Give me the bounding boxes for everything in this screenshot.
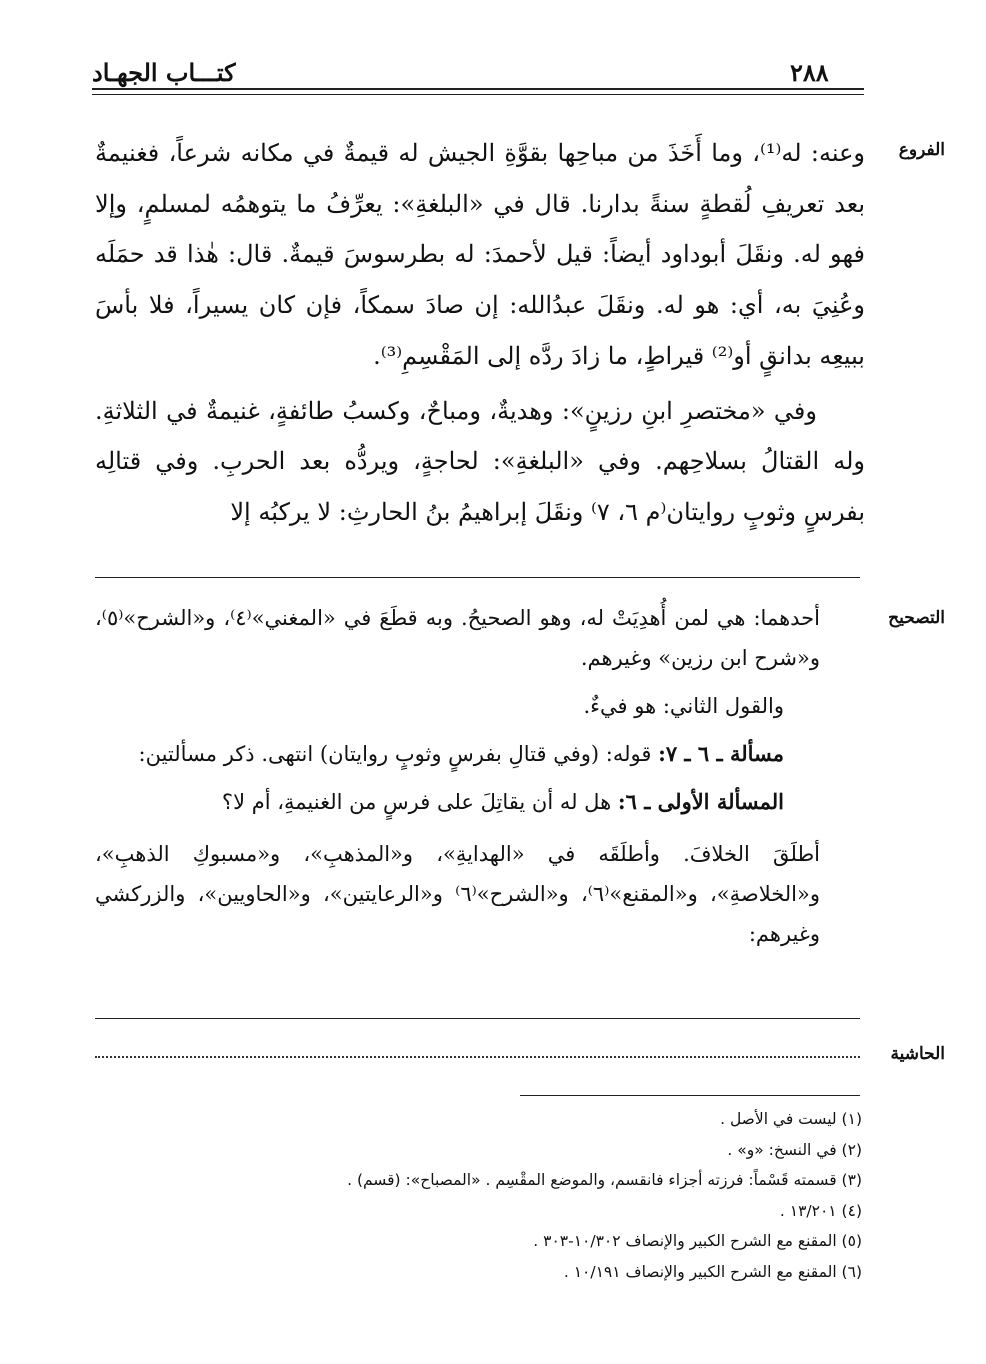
tashih-first-issue: [95, 782, 820, 822]
footnote-item: (٥) المقنع مع الشرح الكبير والإنصاف ١٠/٣٠٢-٣٠٣ .: [533, 1232, 862, 1251]
issue-number: مسألة ـ ٦ ـ ٧:: [658, 741, 784, 766]
furu-text-block: [95, 128, 865, 538]
first-issue-text: هل له أن يقاتِلَ على فرسٍ من الغنيمةِ، أم لا؟: [221, 790, 618, 814]
footnote-item: (١) ليست في الأصل .: [720, 1110, 862, 1128]
first-issue-number: المسألة الأولى ـ ٦:: [617, 789, 784, 814]
tashih-paragraph-2: والقول الثاني: هو فيءٌ.: [583, 694, 784, 718]
tashih-issue-heading: [95, 734, 820, 774]
header-rule-bottom: [92, 94, 864, 95]
tashih-end-rule: [95, 1018, 860, 1019]
footnote-item: (٣) قسمته قَسْماً: فرزته أجزاء فانقسم، والموضع المقْسِم . «المصباح»: (قسم) .: [347, 1171, 862, 1190]
footnote-item: (٦) المقنع مع الشرح الكبير والإنصاف ١٠/١٩١ .: [563, 1262, 862, 1281]
section-label-hashiya: الحاشية: [890, 1044, 945, 1064]
running-header-title: كتـــاب الجهـاد: [92, 58, 236, 87]
furu-paragraph-2: وفي «مختصرِ ابنِ رزينٍ»: وهديةٌ، ومباحٌ، وكسبُ طائفةٍ، غنيمةٌ في الثلاثةِ. وله القتالُ بسلاحِهم. وفي «البلغةِ»: لحاجةٍ، ويردُّه بعد الحربِ. وفي قتالِه بفرسٍ وثوبٍ روايتان⁽م ٦، ٧⁾ ونقَلَ إبراهيمُ بنُ الحارثِ: لا يركبُه إلا: [95, 396, 865, 526]
footnote-separator: [520, 1095, 860, 1096]
header-rule-top: [92, 88, 864, 90]
tashih-paragraph-5: أطلَقَ الخلافَ. وأطلَقَه في «الهدايةِ»، و«المذهبِ»، و«مسبوكِ الذهبِ»، و«الخلاصةِ»، و«المقنع»⁽٦⁾، و«الشرح»⁽٦⁾ و«الرعايتين»، و«الحاويين»، والزركشي وغيرهم:: [95, 842, 821, 946]
tashih-paragraph-1: أحدهما: هي لمن أُهدِيَتْ له، وهو الصحيحُ. وبه قطَعَ في «المغني»⁽٤⁾، و«الشرح»⁽٥⁾، و«شرح ابن رزين» وغيرهم.: [95, 606, 821, 670]
tashih-text-block: [95, 598, 820, 954]
section-label-furu: الفروع: [898, 140, 945, 160]
footnote-item: (٢) في النسخ: «و» .: [727, 1140, 862, 1159]
hashiya-dotted-rule: [95, 1056, 860, 1058]
page-number: ٢٨٨: [790, 58, 829, 87]
footnotes-list: [300, 1104, 862, 1288]
issue-text: قوله: (وفي قتالِ بفرسٍ وثوبٍ روايتان) انتهى. ذكر مسألتين:: [138, 742, 659, 766]
section-label-tashih: التصحيح: [888, 608, 945, 628]
furu-paragraph-1: وعنه: له⁽¹⁾، وما أَخَذَ من مباحِها بقوَّةِ الجيش له قيمةٌ في مكانه شرعاً، فغنيمةٌ بعد تعريفِ لُقطةٍ سنةً بدارنا. قال في «البلغةِ»: يعرِّفُ ما يتوهمُه لمسلمٍ، وإلا فهو له. ونقَلَ أبوداود أيضاً: قيل لأحمدَ: له بطرسوسَ قيمةٌ. قال: هٰذا قد حمَلَه وعُنِيَ به، أي: هو له. ونقَلَ عبدُالله: إن صادَ سمكاً، فإن كان يسيراً، فلا بأسَ ببيعِه بدانقٍ أو⁽²⁾ قيراطٍ، ما زادَ ردَّه إلى المَقْسِمِ⁽³⁾.: [95, 139, 865, 370]
footnote-item: (٤) ١٣/٢٠١ .: [779, 1201, 862, 1220]
section-divider: [95, 577, 860, 578]
